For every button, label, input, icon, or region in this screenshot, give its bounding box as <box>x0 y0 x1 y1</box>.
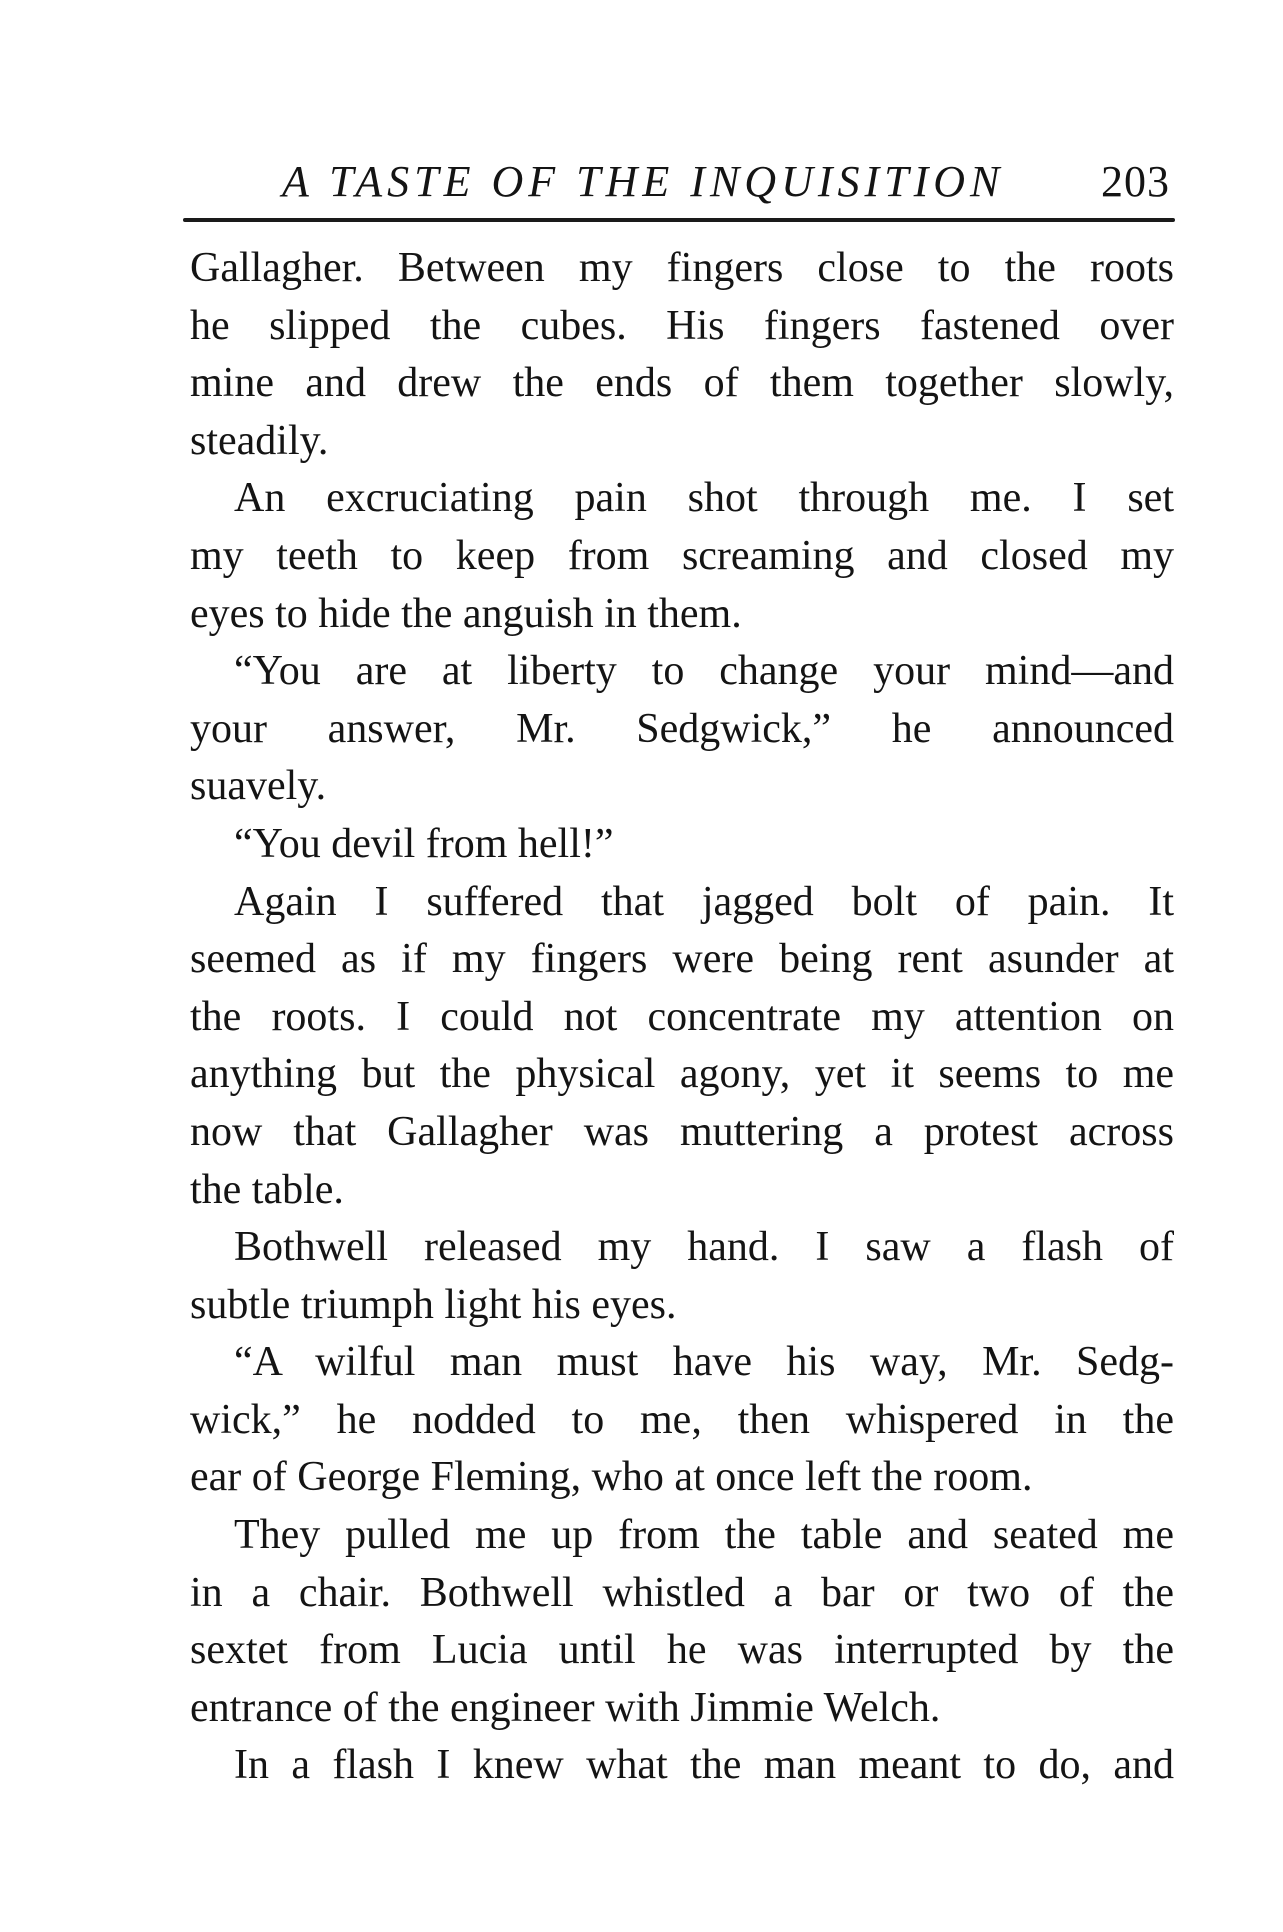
text-line: the roots. I could not concentrate my attention on <box>190 993 1174 1040</box>
text-line: steadily. <box>190 417 329 464</box>
text-line: “You are at liberty to change your mind—and <box>234 648 1174 695</box>
text-line: mine and drew the ends of them together slowly, <box>190 360 1174 407</box>
text-line: now that Gallagher was muttering a protest across <box>190 1108 1174 1155</box>
text-line: An excruciating pain shot through me. I set <box>234 475 1174 522</box>
body-text <box>190 240 1174 1795</box>
text-line: your answer, Mr. Sedgwick,” he announced <box>190 705 1174 752</box>
text-line: my teeth to keep from screaming and closed my <box>190 532 1174 579</box>
text-line: suavely. <box>190 763 327 810</box>
text-line: “A wilful man must have his way, Mr. Sedg- <box>234 1339 1174 1386</box>
text-line: eyes to hide the anguish in them. <box>190 590 742 637</box>
text-line: seemed as if my fingers were being rent asunder at <box>190 936 1174 983</box>
header-rule <box>183 218 1175 222</box>
text-line: They pulled me up from the table and seated me <box>234 1512 1174 1559</box>
text-line: the table. <box>190 1166 344 1213</box>
text-line: he slipped the cubes. His fingers fastened over <box>190 302 1174 349</box>
running-title: A TASTE OF THE INQUISITION <box>282 157 1005 206</box>
text-line: subtle triumph light his eyes. <box>190 1281 677 1328</box>
text-line: Gallagher. Between my fingers close to the roots <box>190 245 1174 291</box>
text-line: “You devil from hell!” <box>234 820 614 867</box>
running-header <box>282 156 1170 210</box>
text-line: In a flash I knew what the man meant to do, and <box>234 1742 1174 1789</box>
text-line: anything but the physical agony, yet it seems to me <box>190 1051 1174 1098</box>
text-line: Again I suffered that jagged bolt of pain. It <box>234 878 1174 925</box>
text-line: ear of George Fleming, who at once left the room. <box>190 1454 1033 1501</box>
text-line: entrance of the engineer with Jimmie Welch. <box>190 1684 941 1731</box>
text-line: in a chair. Bothwell whistled a bar or two of the <box>190 1569 1174 1616</box>
page-number: 203 <box>1101 157 1170 206</box>
text-line: sextet from Lucia until he was interrupted by the <box>190 1627 1174 1674</box>
text-line: wick,” he nodded to me, then whispered in the <box>190 1396 1174 1443</box>
text-line: Bothwell released my hand. I saw a flash of <box>234 1224 1174 1271</box>
